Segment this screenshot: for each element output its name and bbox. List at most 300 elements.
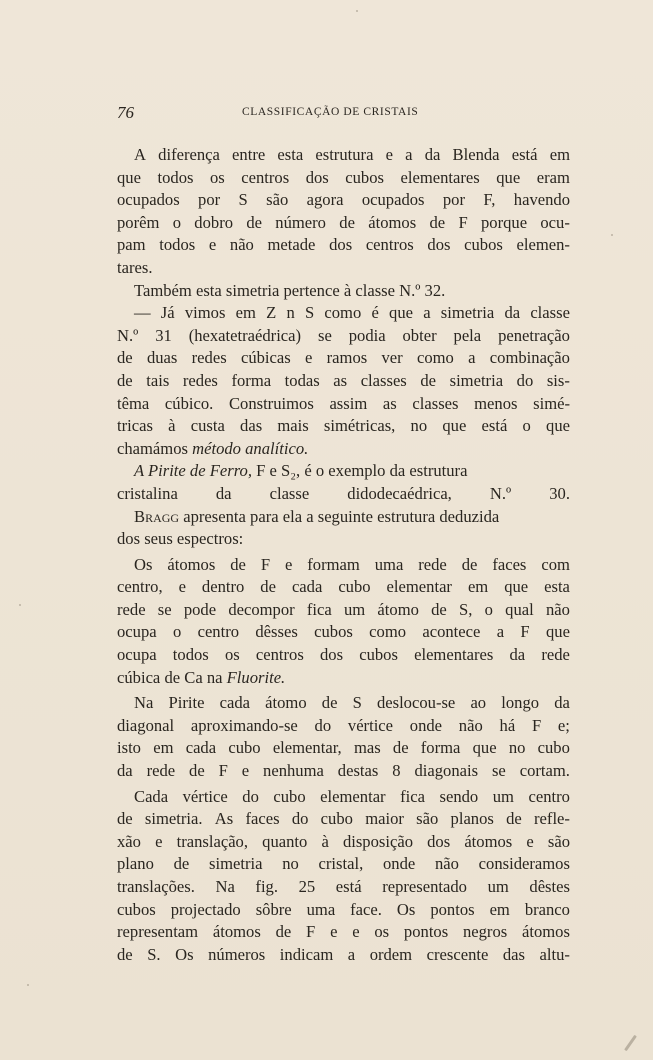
word: e [208,235,217,255]
word: que [472,738,497,758]
word: negros [462,922,508,942]
word: se [491,761,506,781]
word: está [511,145,538,164]
word: Construimos [228,393,314,413]
text-line [117,370,570,393]
word: de [189,761,205,781]
text-line [117,438,570,461]
word: cubo [537,738,570,758]
word: centro, [117,577,163,597]
word: à [321,831,329,851]
word: de [431,599,447,619]
word: cúbico. [164,393,214,413]
word: a [405,145,413,164]
word: estrutura [315,145,374,164]
word: redes [182,370,218,390]
word: e [305,348,313,368]
word: do [242,786,259,806]
italic-term: Fluorite. [226,667,286,687]
word: Os [396,899,416,919]
word: das [240,416,263,436]
word: 31 [155,325,172,345]
word: Cada [134,786,169,806]
text-line [117,876,570,899]
word: acontece [422,622,481,642]
page-header [117,103,567,125]
word: Os [134,554,153,574]
word: que [504,577,529,597]
word: aproximando-se [190,715,298,735]
word: de [275,922,292,942]
word: que [117,167,141,187]
word: que [496,167,521,187]
word: da [554,693,570,713]
word: número [275,212,326,232]
word: elementar [320,786,386,806]
word: dos [427,831,451,851]
word: rede [418,554,447,574]
word: de [321,693,338,713]
word: classes [360,370,407,390]
word: agora [306,190,344,210]
word: ocupados [361,190,425,210]
word: tricas [117,416,153,436]
word: (hexatetraédrica) [188,325,302,345]
word: N.º [117,325,139,345]
word: dêstes [529,877,570,896]
paper-speck [19,604,21,606]
word: representam [117,922,199,942]
word: átomos [464,831,513,851]
word: redes [191,348,227,368]
word: diagonal [117,715,175,735]
text-line [117,737,570,760]
word: pela [453,325,482,345]
word: que [546,416,570,436]
word: e [284,554,293,574]
word: dos [305,167,329,187]
text-line [117,760,570,783]
word: um [343,599,366,619]
text-line [117,234,570,257]
text-line [117,808,570,831]
page-number: 76 [117,103,134,122]
word: átomos [368,212,417,232]
text-line [117,621,570,644]
word: no [508,738,526,758]
word: das [502,944,525,964]
word: um [487,877,509,896]
word: à [168,416,176,436]
word: de [117,944,133,964]
word: simé- [533,393,570,413]
word: da [504,303,521,323]
word: e [352,922,360,942]
word: cubo [228,738,261,758]
word: ocupados [117,190,180,210]
text-line [117,944,570,967]
word: 8 [392,761,401,781]
word: — [134,303,151,323]
text-line [117,302,570,325]
word: no [410,416,428,436]
word: dobro [194,212,234,232]
word: vértice [347,715,394,735]
word: Os [175,944,194,964]
word: centro [197,622,240,642]
word: e; [557,715,570,735]
text-line [117,347,570,370]
word: Blenda [452,145,500,164]
word: da [215,483,232,503]
word: fica [306,599,332,619]
word: de [117,809,133,829]
word: números [208,944,266,964]
word: altu- [539,944,570,964]
word: Z [266,303,277,323]
word: faces [245,809,280,829]
word: átomo [265,693,307,713]
word: não [434,854,459,874]
text-line [117,667,570,690]
word: elementar, [272,738,342,758]
word: e [526,831,534,851]
word: quanto [262,831,308,851]
word: onde [409,715,443,735]
word: qual [505,599,534,619]
word: didodecaédrica, [347,483,452,503]
word: cubo [320,809,353,829]
word: de [246,212,262,232]
word: os [224,645,240,665]
word: cubo [273,786,306,806]
word: dos [427,235,451,255]
word: centros [241,167,290,187]
word: n [286,303,295,323]
word: cristalina [117,483,178,503]
word: metade [267,235,316,255]
word: translação, [176,831,249,851]
word: átomos [522,922,570,942]
text-line [117,715,570,738]
word: decompor [228,599,295,619]
word: sis- [546,370,570,390]
word: xão [117,831,141,851]
word: esta [277,145,304,164]
word: obter [402,325,437,345]
word: sôbre [255,899,292,919]
word: átomos [167,554,216,574]
word: centros [255,645,304,665]
word: cada [219,693,250,713]
text-line [117,921,570,944]
word: branco [524,899,570,919]
word: não [545,599,570,619]
word: indicam [279,944,334,964]
word: a [423,303,431,323]
word: disposição [342,831,413,851]
word: porque [480,212,528,232]
word: como [369,622,407,642]
text-line [117,506,570,529]
word: cristal, [318,854,364,874]
word: uma [374,554,404,574]
word: de [429,212,446,232]
word: 25 [298,877,316,896]
word: ocupa [117,622,157,642]
word: está [481,416,508,436]
text-line [117,786,570,809]
word: cubos [464,235,503,255]
word: ocupa [117,645,157,665]
word: de [173,854,190,874]
word: tais [146,370,170,390]
word: todos [159,235,196,255]
word: F [218,761,228,781]
word: classes [412,393,459,413]
word: todos [157,167,194,187]
word: o [172,622,182,642]
word: mais [277,416,309,436]
word: como [324,303,362,323]
word: menos [474,393,518,413]
word: forma [231,370,272,390]
word: elemen- [516,235,570,255]
word: átomos [212,922,261,942]
text-line [117,599,570,622]
word: simetria [449,370,504,390]
word: por [442,190,465,210]
paper-speck [356,10,358,12]
word: cubos [314,622,353,642]
text-line: dos seus espectros: [117,529,244,549]
paper-speck [624,1035,637,1051]
word: simetria. [144,809,203,829]
word: são [416,809,439,829]
word: de [392,738,409,758]
word: havendo [513,190,570,210]
word: projectado [170,899,241,919]
word: classe [530,303,570,323]
word: penetração [498,325,570,345]
word: longo [501,693,540,713]
text-line [117,899,570,922]
word: cada [291,577,323,597]
word: F [260,554,271,574]
word: o [484,599,493,619]
word: eram [536,167,570,187]
word: é [371,303,379,323]
word: os [209,167,225,187]
word: ver [381,348,403,368]
word: forma [420,738,461,758]
word: porêm [117,212,160,232]
word: 30. [549,483,570,503]
word: pam [117,235,146,255]
word: face. [350,899,382,919]
word: S. [147,944,161,964]
word: mas [353,738,381,758]
word: nenhuma [263,761,324,781]
paper-speck [611,234,613,236]
word: dêsses [255,622,298,642]
text-line [117,189,570,212]
word: cubos [345,167,384,187]
word: do [314,715,332,735]
word: elementares [414,645,494,665]
word: da [117,761,133,781]
word: e [155,831,163,851]
word: da [509,645,526,665]
word: há [499,715,516,735]
word: cortam. [519,761,570,781]
word: a [468,348,476,368]
word: vimos [184,303,226,323]
text-line [117,212,570,235]
word: cada [185,738,217,758]
word: elementares [400,167,480,187]
word: que [545,622,570,642]
word: cúbicas [240,348,291,368]
word: F [306,922,316,942]
text-line [117,853,570,876]
word: em [235,303,256,323]
word: crescente [426,944,489,964]
word: Na [215,877,235,896]
word: isto [117,738,141,758]
word: vértice [182,786,228,806]
body-text [117,144,570,966]
text-line [117,167,570,190]
text-line [117,576,570,599]
text-fragment: cúbica de Ca na [117,667,223,687]
word: em [489,899,510,919]
word: de [339,212,355,232]
word: as [333,370,348,390]
word: o [522,416,531,436]
word: planos [450,809,494,829]
word: simetria [209,854,263,874]
word: no [282,854,299,874]
word: de [117,348,133,368]
word: com [541,554,570,574]
word: plano [117,854,154,874]
word: do [516,370,534,390]
word: combinação [489,348,570,368]
word: duas [146,348,178,368]
running-title: CLASSIFICAÇÃO DE CRISTAIS [242,106,419,118]
word: do [291,809,309,829]
word: S [352,693,362,713]
text-line [117,831,570,854]
word: da [424,145,441,164]
word: fica [400,786,425,806]
word: F [458,212,468,232]
word: As [214,809,234,829]
word: ao [470,693,487,713]
word: F, [483,190,496,210]
word: dentro [201,577,245,597]
word: refle- [534,809,570,829]
word: deslocou-se [376,693,456,713]
text-fragment: apresenta para ela a seguinte estrutura deduzida [183,506,500,526]
word: de [230,554,246,574]
word: pode [183,599,217,619]
word: em [153,738,174,758]
word: pontos [403,922,449,942]
word: de [117,370,133,390]
word: que [389,303,413,323]
text-line [117,483,570,506]
word: as [382,393,397,413]
word: dos [329,235,353,255]
word: custa [190,416,225,436]
word: a [496,622,505,642]
word: translações. [117,877,195,896]
word: simétricas, [323,416,396,436]
word: S, [459,599,473,619]
word: N.º [489,483,512,503]
word: por [198,190,221,210]
word: onde [382,854,416,874]
word: ocu- [540,212,570,232]
word: dos [319,645,344,665]
word: de [506,809,522,829]
word: rede [117,599,146,619]
word: F [520,622,530,642]
paper-speck [27,984,29,986]
word: e [241,761,250,781]
italic-term: A Pirite de Ferro, [134,461,252,481]
word: Na [134,693,154,713]
word: cubo [338,577,371,597]
word: uma [306,899,336,919]
word: consideramos [478,854,570,874]
text-line [117,692,570,715]
word: são [266,190,289,210]
word: classe [269,483,310,503]
word: destas [337,761,379,781]
word: Pirite [168,693,205,713]
text-fragment: chamámos [117,438,188,458]
word: diagonais [414,761,479,781]
word: esta [544,577,570,597]
word: faces [492,554,527,574]
word: pontos [430,899,475,919]
word: rede [541,645,570,665]
word: formam [307,554,360,574]
word: entre [232,145,266,164]
word: ramos [326,348,368,368]
text-line [117,325,570,348]
word: têma [117,393,150,413]
text-fragment: F e S₂, é o exemplo da estrutura [256,461,468,481]
word: e [385,145,393,164]
word: todos [172,645,209,665]
word: os [374,922,390,942]
italic-term: método analítico. [192,438,309,458]
word: todas [284,370,320,390]
word: de [420,370,437,390]
word: o [172,212,181,232]
word: em [467,577,489,597]
word: não [458,715,483,735]
word: como [416,348,454,368]
word: são [547,831,570,851]
word: sendo [439,786,479,806]
text-line [117,644,570,667]
text-line [117,393,570,416]
